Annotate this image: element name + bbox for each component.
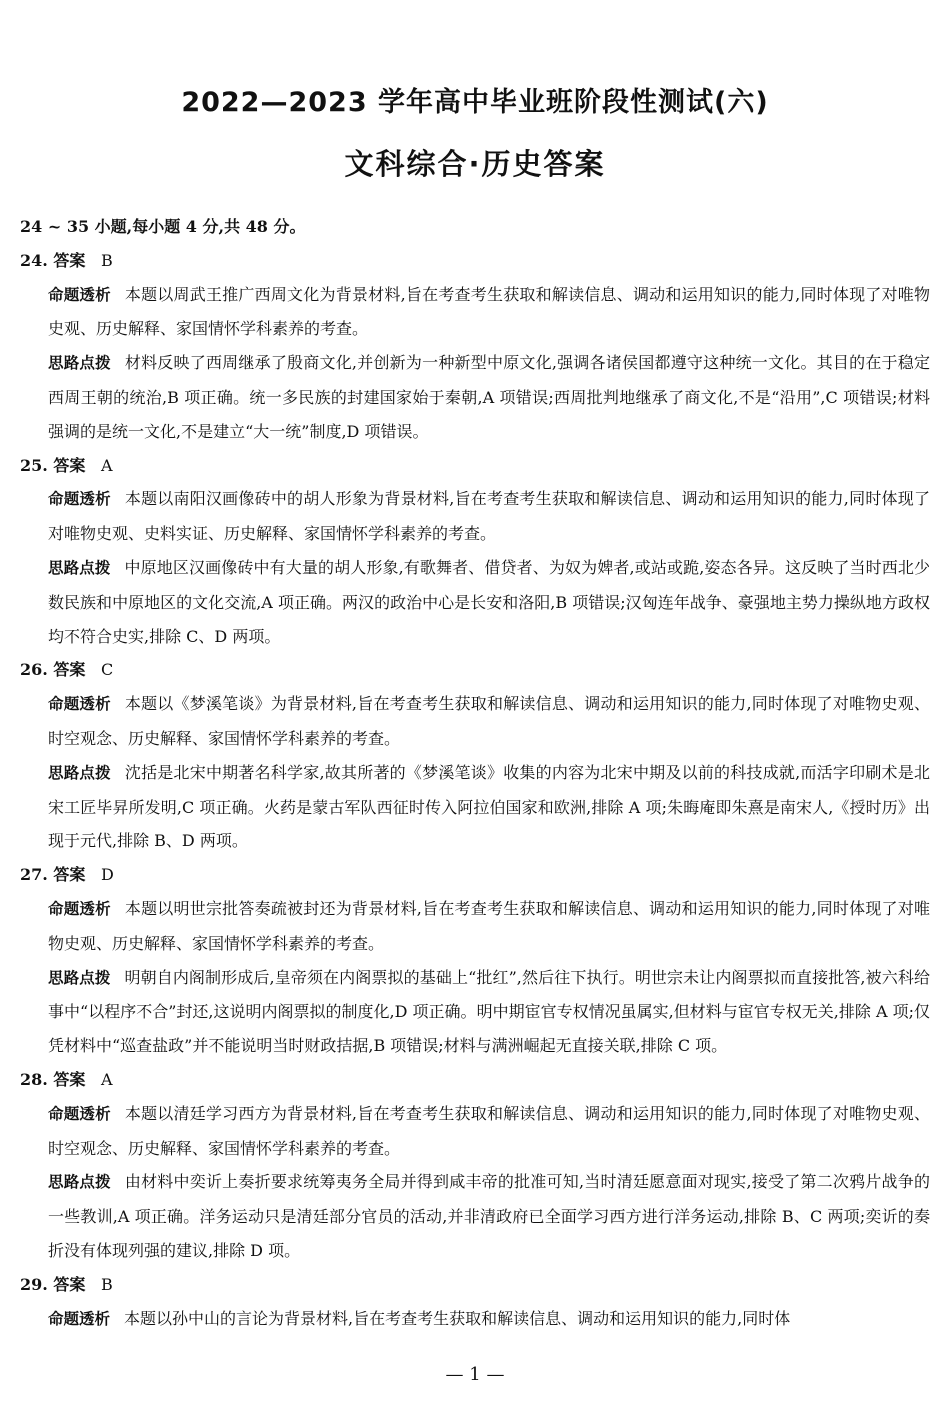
question-number: 24. [20,250,48,270]
answer-label: 答案 [53,250,86,270]
question-29-header [20,1268,930,1302]
question-29-analysis [20,1302,930,1337]
analysis-label: 命题透析 [48,695,111,714]
answer-label: 答案 [53,1274,86,1294]
question-24-header [20,244,930,278]
analysis-label: 命题透析 [48,1309,111,1328]
approach-text: 由材料中奕䜣上奏折要求统筹夷务全局并得到咸丰帝的批准可知,当时清廷愿意面对现实,接受了第二次鸦片战争的一些教训,A 项正确。洋务运动只是清廷部分官员的活动,并非清政府已全面学习西方进行洋务运动,排除 B、C 两项;奕䜣的奏折没有体现列强的建议,排除 D 项。 [48,1172,930,1260]
answer-choice: A [101,1069,113,1089]
approach-label: 思路点拨 [48,354,111,373]
question-27-header [20,858,930,892]
question-26-analysis [20,687,930,756]
approach-text: 材料反映了西周继承了殷商文化,并创新为一种新型中原文化,强调各诸侯国都遵守这种统一文化。其目的在于稳定西周王朝的统治,B 项正确。统一多民族的封建国家始于秦朝,A 项错误;西周批判地继承了商文化,不是“沿用”,C 项错误;材料强调的是统一文化,不是建立“大一统”制度,D 项错误。 [48,353,930,441]
answer-label: 答案 [53,865,86,885]
answer-choice: B [101,250,113,270]
analysis-label: 命题透析 [48,899,111,918]
question-26-approach [20,756,930,858]
analysis-text: 本题以《梦溪笔谈》为背景材料,旨在考查考生获取和解读信息、调动和运用知识的能力,同时体现了对唯物史观、时空观念、历史解释、家国情怀学科素养的考查。 [48,694,930,748]
question-25-analysis [20,482,930,551]
question-28-header [20,1063,930,1097]
question-25-header [20,449,930,483]
approach-label: 思路点拨 [48,558,111,577]
page-number: — 1 — [445,1364,505,1385]
question-26-header [20,653,930,687]
answer-choice: C [101,660,114,680]
question-24-approach [20,346,930,448]
question-24-analysis [20,278,930,347]
question-27-analysis [20,892,930,961]
question-27-approach [20,961,930,1063]
analysis-label: 命题透析 [48,285,111,304]
question-number: 28. [20,1069,48,1089]
analysis-text: 本题以明世宗批答奏疏被封还为背景材料,旨在考查考生获取和解读信息、调动和运用知识的能力,同时体现了对唯物史观、历史解释、家国情怀学科素养的考查。 [48,898,930,953]
answer-label: 答案 [53,1069,86,1089]
approach-label: 思路点拨 [48,968,111,987]
approach-label: 思路点拨 [48,1173,111,1192]
answer-label: 答案 [53,455,86,475]
question-28-analysis [20,1097,930,1166]
approach-text: 中原地区汉画像砖中有大量的胡人形象,有歌舞者、借贷者、为奴为婢者,或站或跪,姿态各异。这反映了当时西北少数民族和中原地区的文化交流,A 项正确。两汉的政治中心是长安和洛阳,B 项错误;汉匈连年战争、豪强地主势力操纵地方政权均不符合史实,排除 C、D 两项。 [48,557,930,646]
document-title: 2022—2023 学年高中毕业班阶段性测试(六) [181,87,769,118]
answer-content [20,210,930,1336]
answer-choice: A [101,455,113,475]
document-subtitle: 文科综合·历史答案 [344,147,606,181]
question-28-approach [20,1165,930,1267]
question-number: 25. [20,455,48,475]
question-number: 27. [20,865,48,885]
analysis-label: 命题透析 [48,490,111,509]
answer-choice: B [101,1274,113,1294]
question-number: 26. [20,660,48,680]
analysis-text: 本题以孙中山的言论为背景材料,旨在考查考生获取和解读信息、调动和运用知识的能力,同时体 [124,1308,791,1328]
scoring-intro: 24 ~ 35 小题,每小题 4 分,共 48 分。 [20,217,306,236]
question-number: 29. [20,1274,48,1294]
answer-label: 答案 [53,660,86,680]
approach-text: 明朝自内阁制形成后,皇帝须在内阁票拟的基础上“批红”,然后往下执行。明世宗未让内阁票拟而直接批答,被六科给事中“以程序不合”封还,这说明内阁票拟的制度化,D 项正确。明中期宦官专权情况虽属实,但材料与宦官专权无关,排除 A 项;仅凭材料中“巡查盐政”并不能说明当时财政拮据,B 项错误;材料与满洲崛起无直接关联,排除 C 项。 [48,967,930,1056]
answer-choice: D [101,865,114,885]
approach-text: 沈括是北宋中期著名科学家,故其所著的《梦溪笔谈》收集的内容为北宋中期及以前的科技成就,而活字印刷术是北宋工匠毕昇所发明,C 项正确。火药是蒙古军队西征时传入阿拉伯国家和欧洲,排除 A 项;朱晦庵即朱熹是南宋人,《授时历》出现于元代,排除 B、D 两项。 [48,762,930,851]
analysis-text: 本题以南阳汉画像砖中的胡人形象为背景材料,旨在考查考生获取和解读信息、调动和运用知识的能力,同时体现了对唯物史观、史料实证、历史解释、家国情怀学科素养的考查。 [48,489,930,544]
approach-label: 思路点拨 [48,763,111,782]
question-25-approach [20,551,930,653]
analysis-text: 本题以清廷学习西方为背景材料,旨在考查考生获取和解读信息、调动和运用知识的能力,同时体现了对唯物史观、时空观念、历史解释、家国情怀学科素养的考查。 [48,1103,930,1158]
analysis-label: 命题透析 [48,1104,111,1123]
analysis-text: 本题以周武王推广西周文化为背景材料,旨在考查考生获取和解读信息、调动和运用知识的能力,同时体现了对唯物史观、历史解释、家国情怀学科素养的考查。 [48,284,930,339]
